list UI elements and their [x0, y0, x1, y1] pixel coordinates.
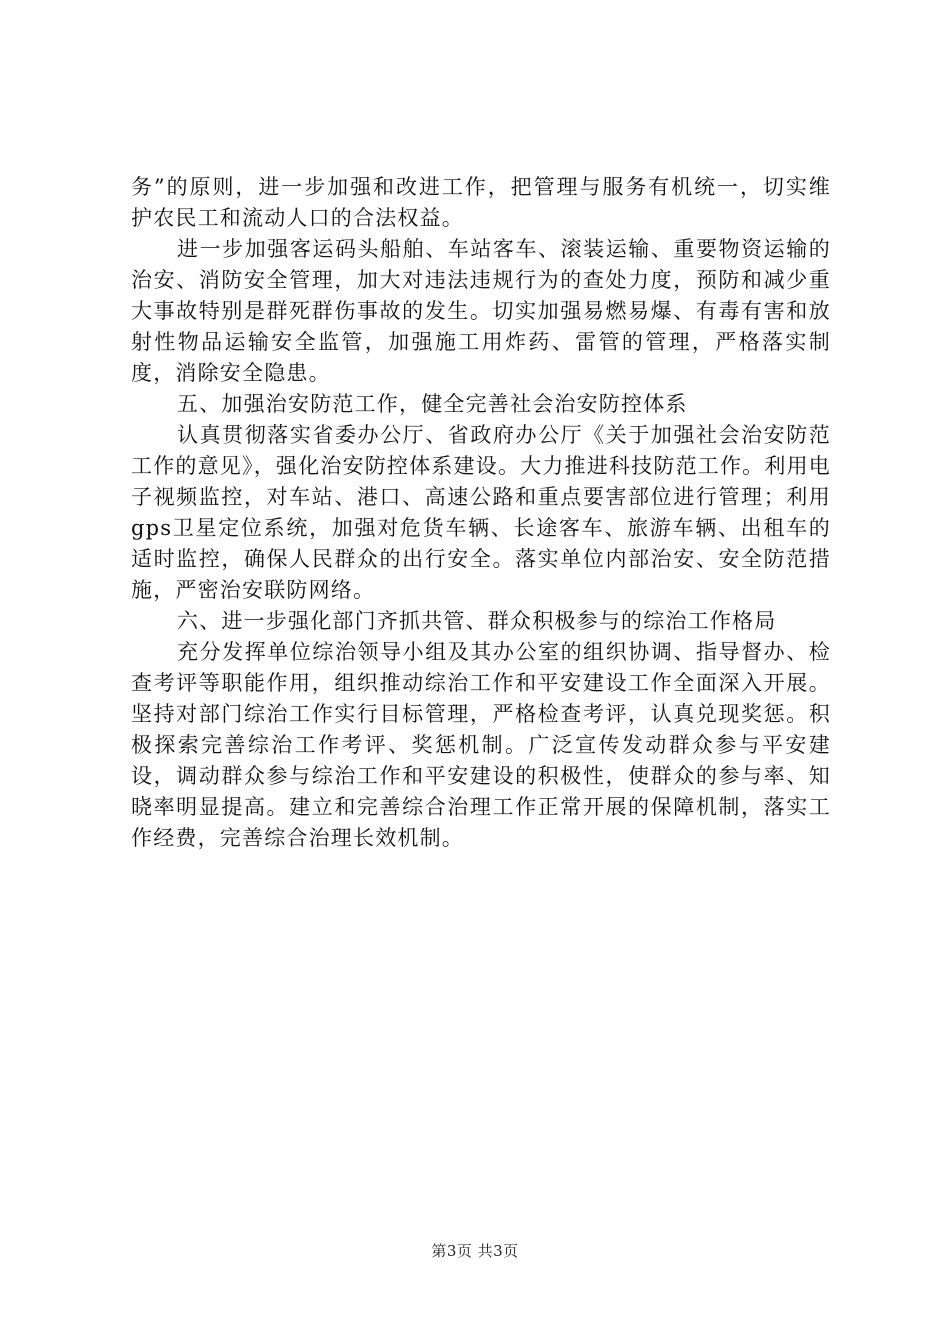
document-body [131, 172, 831, 854]
section-heading-five: 五、加强治安防范工作，健全完善社会治安防控体系 [177, 392, 688, 416]
paragraph-continuation: 务”的原则，进一步加强和改进工作，把管理与服务有机统一，切实维护农民工和流动人口的合法权益。 [131, 175, 831, 230]
paragraph-comprehensive-governance: 充分发挥单位综治领导小组及其办公室的组织协调、指导督办、检查考评等职能作用，组织推动综治工作和平安建设工作全面深入开展。坚持对部门综治工作实行目标管理，严格检查考评，认真兑现奖惩。积极探索完善综治工作考评、奖惩机制。广泛宣传发动群众参与平安建设，调动群众参与综治工作和平安建设的积极性，使群众的参与率、知晓率明显提高。建立和完善综合治理工作正常开展的保障机制，落实工作经费，完善综合治理长效机制。 [131, 640, 831, 850]
paragraph-transport-safety: 进一步加强客运码头船舶、车站客车、滚装运输、重要物资运输的治安、消防安全管理，加大对违法违规行为的查处力度，预防和减少重大事故特别是群死群伤事故的发生。切实加强易燃易爆、有毒有害和放射性物品运输安全监管，加强施工用炸药、雷管的管理，严格落实制度，消除安全隐患。 [131, 237, 831, 385]
paragraph-security-prevention: 认真贯彻落实省委办公厅、省政府办公厅《关于加强社会治安防范工作的意见》，强化治安防控体系建设。大力推进科技防范工作。利用电子视频监控，对车站、港口、高速公路和重点要害部位进行管理；利用gps卫星定位系统，加强对危货车辆、长途客车、旅游车辆、出租车的适时监控，确保人民群众的出行安全。落实单位内部治安、安全防范措施，严密治安联防网络。 [131, 423, 831, 602]
section-heading-six: 六、进一步强化部门齐抓共管、群众积极参与的综治工作格局 [177, 609, 777, 633]
page-number-footer: 第3页 共3页 [431, 1242, 519, 1260]
